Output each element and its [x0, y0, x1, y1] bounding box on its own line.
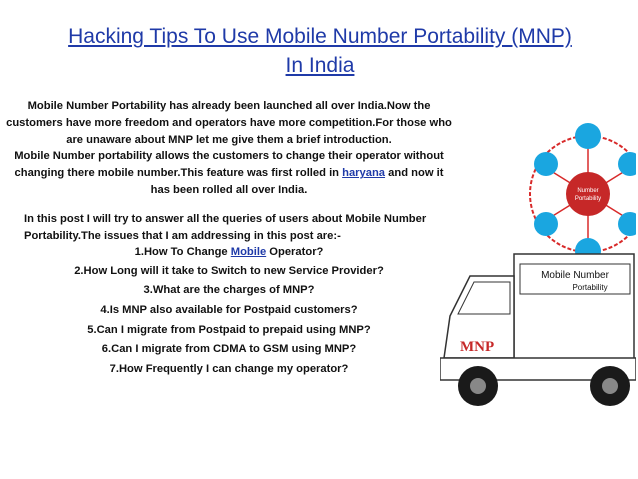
cycle-node — [534, 212, 558, 236]
question-3: 3.What are the charges of MNP? — [143, 283, 315, 296]
question-1-start: 1.How To Change — [134, 246, 231, 259]
cycle-node — [534, 152, 558, 176]
truck-mnp-label: MNP — [460, 339, 495, 355]
intro-paragraph-2 — [4, 148, 454, 198]
wheel-hub — [602, 378, 618, 394]
hub-label-line-2: Portability — [574, 196, 602, 202]
slide-body — [4, 98, 454, 378]
mnp-truck-illustration — [440, 96, 636, 426]
haryana-link[interactable]: haryana — [342, 167, 386, 180]
question-1 — [4, 244, 454, 261]
post-intro-paragraph: In this post I will try to answer all the queries of users about Mobile Number Portability.The issues that I am addressing in this post are:- — [24, 212, 427, 242]
truck — [440, 254, 636, 406]
mobile-link[interactable]: Mobile — [230, 246, 267, 259]
cycle-node — [618, 212, 636, 236]
cycle-node — [575, 123, 601, 149]
portability-cycle-diagram — [530, 123, 636, 264]
question-2: 2.How Long will it take to Switch to new Service Provider? — [74, 265, 384, 278]
question-4: 4.Is MNP also available for Postpaid customers? — [100, 303, 358, 316]
wheel-hub — [470, 378, 486, 394]
question-5: 5.Can I migrate from Postpaid to prepaid using MNP? — [87, 323, 371, 336]
slide-title[interactable]: Hacking Tips To Use Mobile Number Portability (MNP) In India — [68, 25, 572, 77]
cycle-hub — [566, 172, 610, 216]
intro-paragraph-2-start: Mobile Number portability allows the customers to change their operator without changing there mobile number.This feature was first rolled in — [14, 150, 444, 180]
cycle-node — [618, 152, 636, 176]
hub-label-line-1: Number — [577, 188, 599, 194]
sign-line-1: Mobile Number — [541, 270, 609, 281]
intro-paragraph-1: Mobile Number Portability has already been launched all over India.Now the customers have more freedom and operators have more competition.For those who are unaware about MNP let me give them a brief introduction. — [6, 100, 452, 146]
intro-paragraph-2-end: and now it has been rolled all over India. — [150, 167, 444, 196]
question-1-end: Operator? — [266, 246, 324, 259]
question-7: 7.How Frequently I can change my operator? — [109, 363, 349, 376]
question-6: 6.Can I migrate from CDMA to GSM using MNP? — [101, 343, 357, 356]
sign-line-2: Portability — [572, 283, 608, 292]
